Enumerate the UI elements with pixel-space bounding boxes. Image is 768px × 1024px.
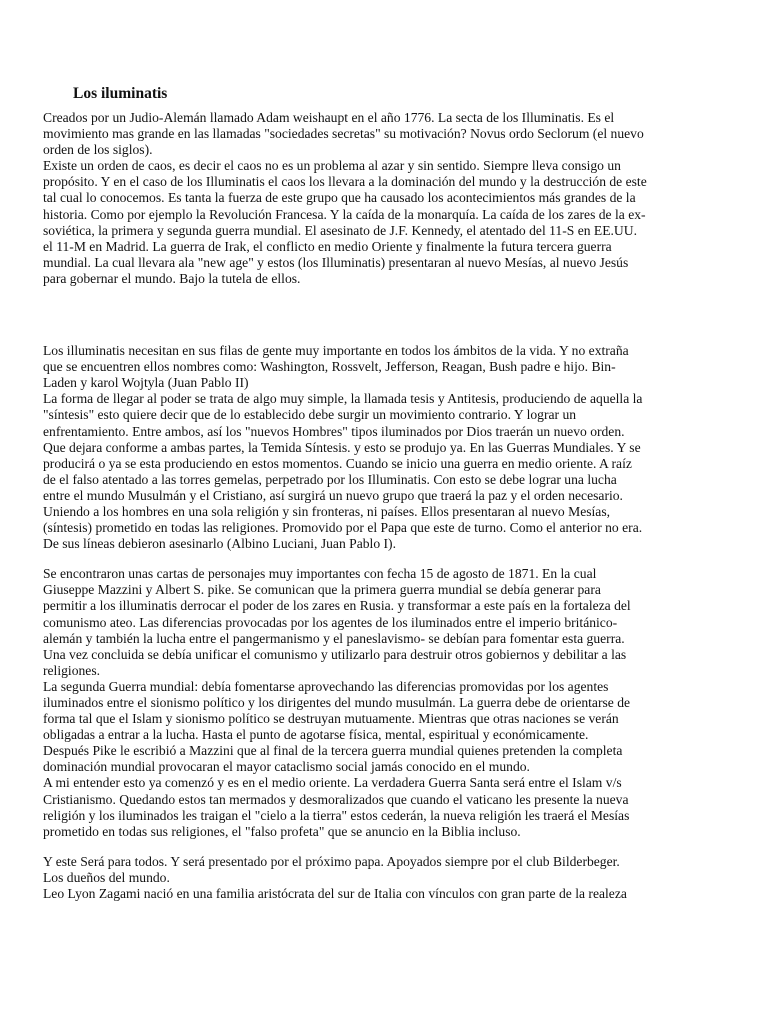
text-line: propósito. Y en el caso de los Illuminatis el caos los llevara a la dominación del mundo y la destrucción de este (43, 174, 647, 190)
paragraph (43, 110, 728, 287)
text-line: Cristianismo. Quedando estos tan mermados y desmoralizados que cuando el vaticano les presente la nueva (43, 791, 629, 807)
text-line: para gobernar el mundo. Bajo la tutela de ellos. (43, 270, 301, 286)
text-line: La segunda Guerra mundial: debía fomentarse aprovechando las diferencias promovidas por los agentes (43, 678, 609, 694)
text-line: De sus líneas debieron asesinarlo (Albino Luciani, Juan Pablo I). (43, 536, 396, 552)
text-line: religión y los iluminados les traigan el "cielo a la tierra" estos cederán, la nueva religión les traerá el Mesías (43, 807, 630, 823)
text-line: (síntesis) prometido en todas las religiones. Promovido por el Papa que este de turno. Como el anterior no era. (43, 520, 643, 536)
text-line: entre el mundo Musulmán y el Cristiano, así surgirá un nuevo grupo que traerá la paz y el orden necesario. (43, 487, 623, 503)
text-line: permitir a los illuminatis derrocar el poder de los zares en Rusia. y transformar a este país en la fortaleza del (43, 598, 631, 614)
text-line: Después Pike le escribió a Mazzini que al final de la tercera guerra mundial quienes pretenden la completa (43, 743, 623, 759)
paragraphs-container (43, 110, 728, 902)
text-line: A mi entender esto ya comenzó y es en el medio oriente. La verdadera Guerra Santa será entre el Islam v/s (43, 775, 622, 791)
document-body (43, 110, 728, 902)
text-line: prometido en todas sus religiones, el "falso profeta" que se anuncio en la Biblia incluso. (43, 823, 521, 839)
text-line: Creados por un Judio-Alemán llamado Adam weishaupt en el año 1776. La secta de los Illuminatis. Es el (43, 110, 615, 125)
text-line: forma tal que el Islam y sionismo político se destruyan mutuamente. Mientras que otras naciones se verán (43, 711, 619, 727)
text-line: mundial. La cual llevara ala "new age" y estos (los Illuminatis) presentaran al nuevo Mesías, al nuevo Jesús (43, 254, 629, 270)
paragraph (43, 343, 728, 552)
text-line: tal cual lo conocemos. Es tanta la fuerza de este grupo que ha causado los acontecimientos más grandes de la (43, 190, 636, 206)
text-line: obligadas a entrar a la lucha. Hasta el punto de agotarse física, mental, espiritual y económicamente. (43, 727, 589, 743)
text-line: Laden y karol Wojtyla (Juan Pablo II) (43, 375, 249, 391)
paragraph (43, 854, 728, 902)
text-line: alemán y también la lucha entre el pangermanismo y el paneslavismo- se debían para fomentar esta guerra. (43, 630, 625, 646)
text-line: religiones. (43, 662, 101, 678)
paragraph (43, 566, 728, 840)
text-line: "síntesis" esto quiere decir que de lo establecido debe surgir un movimiento contrario. Y lograr un (43, 407, 577, 423)
text-line: Giuseppe Mazzini y Albert S. pike. Se comunican que la primera guerra mundial se debía generar para (43, 582, 601, 598)
text-line: enfrentamiento. Entre ambos, así los "nuevos Hombres" tipos iluminados por Dios traerán un nuevo orden. (43, 423, 625, 439)
text-line: soviética, la primera y segunda guerra mundial. El asesinato de J.F. Kennedy, el atentado del 11-S en EE.UU. (43, 222, 637, 238)
text-line: Y este Será para todos. Y será presentado por el próximo papa. Apoyados siempre por el club Bilderbeger. (43, 853, 620, 869)
text-line: Una vez concluida se debía unificar el comunismo y utilizarlo para destruir otros gobiernos y debilitar a las (43, 646, 627, 662)
text-line: producirá o ya se esta produciendo en estos momentos. Cuando se inicio una guerra en medio oriente. A raíz (43, 455, 632, 471)
text-line: Leo Lyon Zagami nació en una familia aristócrata del sur de Italia con vínculos con gran parte de la realeza (43, 886, 627, 902)
paragraph-spacer (43, 840, 728, 854)
text-line: Los illuminatis necesitan en sus filas de gente muy importante en todos los ámbitos de la vida. Y no extraña (43, 343, 629, 359)
text-line: que se encuentren ellos nombres como: Washington, Rossvelt, Jefferson, Reagan, Bush padre e hijo. Bin- (43, 359, 616, 375)
text-line: dominación mundial provocaran el mayor cataclismo social jamás conocido en el mundo. (43, 759, 530, 775)
text-line: La forma de llegar al poder se trata de algo muy simple, la llamada tesis y Antitesis, produciendo de aquella la (43, 391, 643, 407)
text-line: movimiento mas grande en las llamadas "sociedades secretas" su motivación? Novus ordo Seclorum (el nuevo (43, 126, 644, 142)
text-line: Que dejara conforme a ambas partes, la Temida Síntesis. y esto se produjo ya. En las Guerras Mundiales. Y se (43, 439, 641, 455)
text-line: comunismo ateo. Las diferencias provocadas por los agentes de los iluminados entre el imperio británico- (43, 614, 618, 630)
paragraph-spacer (43, 287, 728, 343)
document-title: Los iluminatis (73, 85, 168, 102)
text-line: orden de los siglos). (43, 142, 153, 158)
text-line: de el falso atentado a las torres gemelas, perpetrado por los Illuminatis. Con esto se debe lograr una lucha (43, 471, 617, 487)
text-line: Existe un orden de caos, es decir el caos no es un problema al azar y sin sentido. Siempre lleva consigo un (43, 158, 621, 174)
text-line: Se encontraron unas cartas de personajes muy importantes con fecha 15 de agosto de 1871. En la cual (43, 566, 597, 582)
text-line: el 11-M en Madrid. La guerra de Irak, el conflicto en medio Oriente y finalmente la futura tercera guerra (43, 238, 612, 254)
text-line: iluminados entre el sionismo político y los dirigentes del mundo musulmán. La guerra debe de orientarse de (43, 695, 631, 710)
text-line: Uniendo a los hombres en una sola religión y sin fronteras, ni países. Ellos presentaran al nuevo Mesías, (43, 503, 611, 519)
paragraph-spacer (43, 552, 728, 566)
text-line: historia. Como por ejemplo la Revolución Francesa. Y la caída de la monarquía. La caída de los zares de la ex- (43, 206, 646, 222)
text-line: Los dueños del mundo. (43, 869, 170, 885)
